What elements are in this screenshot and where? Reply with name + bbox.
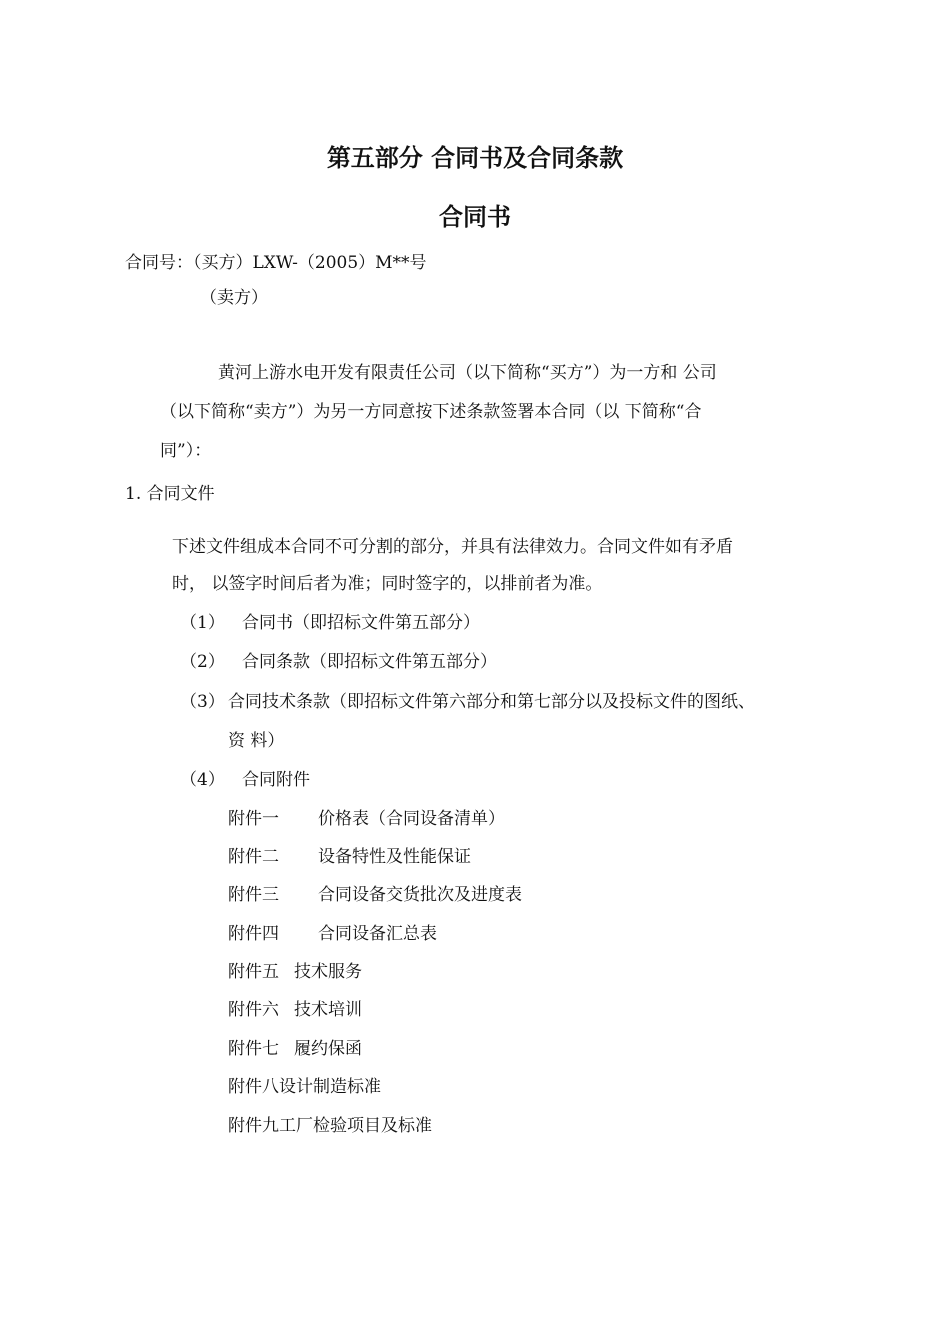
contract-number: 合同号：（买方）LXW-（2005）M**号 xyxy=(125,253,427,273)
list-item-number: （2） xyxy=(180,652,225,672)
attachment-text: 技术服务 xyxy=(294,962,362,982)
section-heading: 1. 合同文件 xyxy=(125,484,215,504)
attachment-text: 价格表（合同设备清单） xyxy=(318,809,505,829)
list-item-number: （1） xyxy=(180,613,225,633)
intro-line-3: 同”）： xyxy=(160,441,212,461)
seller-label: （卖方） xyxy=(200,288,268,308)
list-item-number: （3） xyxy=(180,692,225,712)
attachment-text: 技术培训 xyxy=(294,1000,362,1020)
attachment-label: 附件三 xyxy=(228,885,279,905)
section-paragraph-line-2: 时， 以签字时间后者为准；同时签字的，以排前者为准。 xyxy=(172,574,603,594)
list-item-continuation: 资 料） xyxy=(228,731,285,751)
attachment-label: 附件五 xyxy=(228,962,279,982)
attachment-text: 设备特性及性能保证 xyxy=(318,847,471,867)
attachment-text: 合同设备交货批次及进度表 xyxy=(318,885,522,905)
attachment-label: 附件八设计制造标准 xyxy=(228,1077,381,1097)
attachment-label: 附件一 xyxy=(228,809,279,829)
intro-line-1: 黄河上游水电开发有限责任公司（以下简称“买方”）为一方和 公司 xyxy=(218,363,717,383)
attachment-label: 附件二 xyxy=(228,847,279,867)
list-item-text: 合同书（即招标文件第五部分） xyxy=(242,613,480,633)
attachment-label: 附件四 xyxy=(228,924,279,944)
attachment-label: 附件六 xyxy=(228,1000,279,1020)
list-item-number: （4） xyxy=(180,770,225,790)
list-item-text: 合同技术条款（即招标文件第六部分和第七部分以及投标文件的图纸、 xyxy=(228,692,755,712)
document-subtitle: 合同书 xyxy=(439,203,511,231)
attachment-text: 履约保函 xyxy=(294,1039,362,1059)
document-title: 第五部分 合同书及合同条款 xyxy=(326,144,624,172)
attachment-text: 合同设备汇总表 xyxy=(318,924,437,944)
section-paragraph-line-1: 下述文件组成本合同不可分割的部分，并具有法律效力。合同文件如有矛盾 xyxy=(172,537,733,557)
list-item-text: 合同条款（即招标文件第五部分） xyxy=(242,652,497,672)
attachment-label: 附件九工厂检验项目及标准 xyxy=(228,1116,432,1136)
attachment-label: 附件七 xyxy=(228,1039,279,1059)
intro-line-2: （以下简称“卖方”）为另一方同意按下述条款签署本合同（以 下简称“合 xyxy=(160,402,702,422)
list-item-text: 合同附件 xyxy=(242,770,310,790)
